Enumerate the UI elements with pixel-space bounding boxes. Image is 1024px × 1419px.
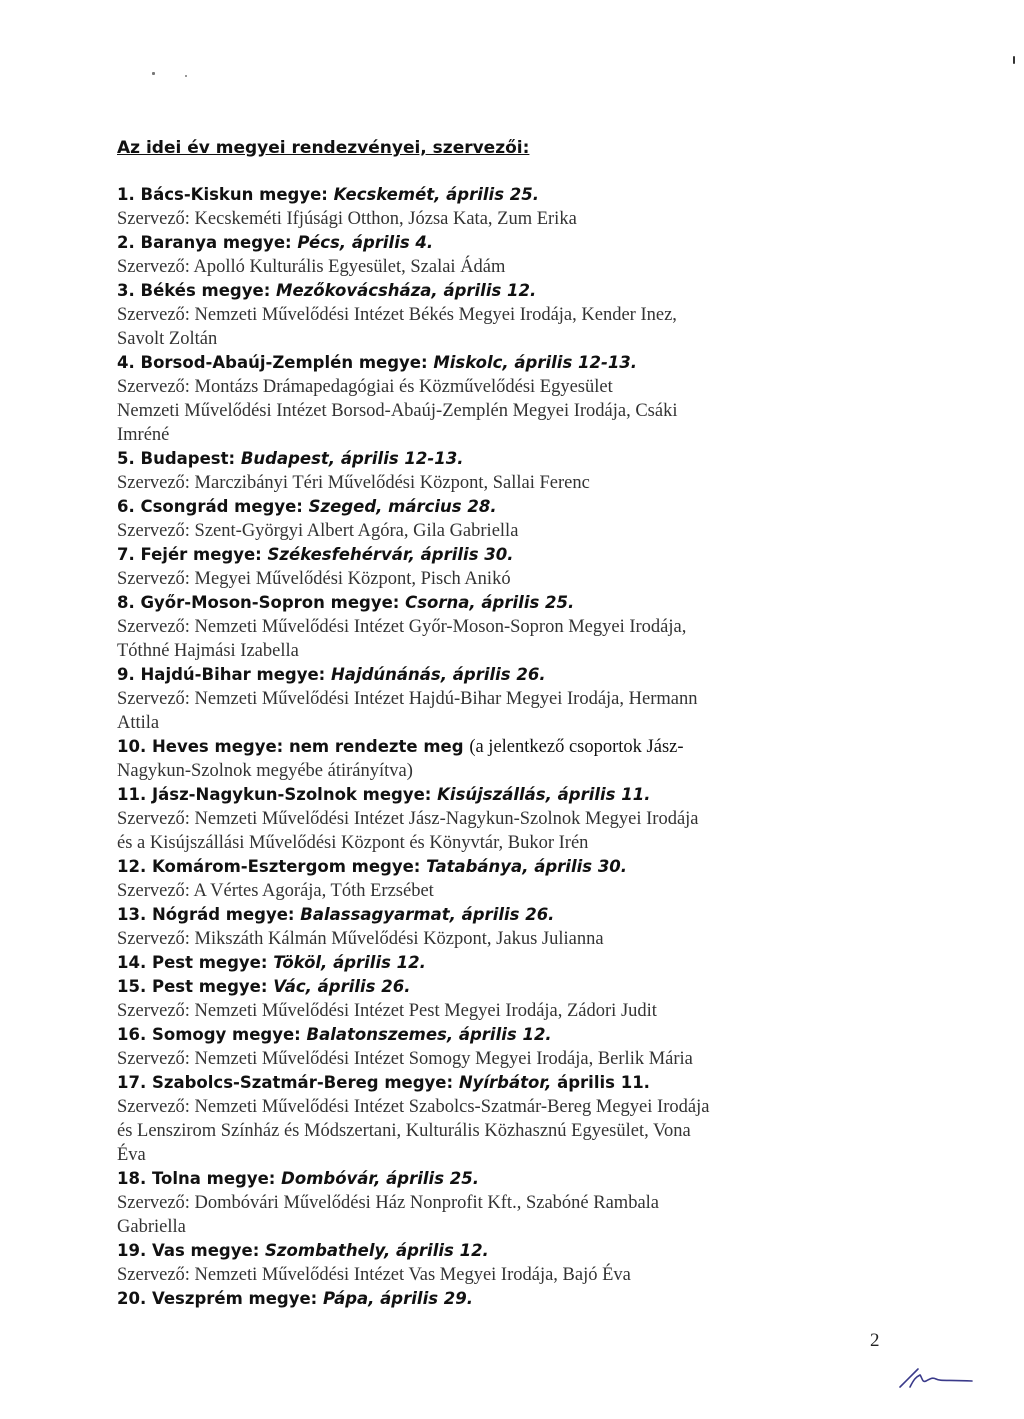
- organizer-line: Savolt Zoltán: [117, 329, 218, 349]
- event-item: [117, 495, 877, 543]
- event-organizer: [117, 1191, 877, 1239]
- event-item: [117, 1023, 877, 1071]
- event-city-date: Kisújszállás, április 11.: [437, 785, 651, 804]
- organizer-line: Szervező: Nemzeti Művelődési Intézet Jász-Nagykun-Szolnok Megyei Irodája: [117, 809, 699, 829]
- event-item: [117, 1287, 877, 1311]
- organizer-line: Szervező: Montázs Drámapedagógiai és Közművelődési Egyesület: [117, 377, 613, 397]
- organizer-line: Szervező: Kecskeméti Ifjúsági Otthon, Józsa Kata, Zum Erika: [117, 209, 577, 229]
- event-organizer: [117, 1047, 877, 1071]
- event-county: Tolna megye:: [151, 1169, 276, 1188]
- event-heading: [117, 1287, 877, 1311]
- organizer-line: Szervező: Nemzeti Művelődési Intézet Vas Megyei Irodája, Bajó Éva: [117, 1265, 631, 1285]
- organizer-line: Szervező: Nemzeti Művelődési Intézet Győr-Moson-Sopron Megyei Irodája,: [117, 617, 687, 637]
- event-number: 6.: [117, 497, 135, 516]
- event-heading: [117, 351, 877, 375]
- event-heading: [117, 975, 877, 999]
- event-item: [117, 543, 877, 591]
- event-heading: [117, 279, 877, 303]
- event-number: 10.: [117, 737, 147, 756]
- event-heading: [117, 1167, 877, 1191]
- event-heading: [117, 735, 877, 759]
- event-organizer: [117, 519, 877, 543]
- event-city-date: Vác, április 26.: [273, 977, 411, 996]
- event-county: Nógrád megye:: [151, 905, 295, 924]
- page-heading: Az idei év megyei rendezvényei, szervezői:: [117, 138, 530, 158]
- event-city-date: Tököl, április 12.: [273, 953, 426, 972]
- event-organizer: [117, 471, 877, 495]
- scan-speck: [185, 75, 187, 77]
- event-county: Vas megye:: [151, 1241, 260, 1260]
- organizer-line: Szervező: Nemzeti Művelődési Intézet Szabolcs-Szatmár-Bereg Megyei Irodája: [117, 1097, 710, 1117]
- organizer-line: Szervező: Mikszáth Kálmán Művelődési Központ, Jakus Julianna: [117, 929, 604, 949]
- organizer-line: Attila: [117, 713, 160, 733]
- event-organizer: [117, 615, 877, 663]
- event-organizer: [117, 567, 877, 591]
- event-city-date: Szombathely, április 12.: [265, 1241, 489, 1260]
- event-item: [117, 951, 877, 975]
- organizer-line: Szervező: Nemzeti Művelődési Intézet Békés Megyei Irodája, Kender Inez,: [117, 305, 677, 325]
- event-organizer: [117, 255, 877, 279]
- event-number: 11.: [117, 785, 147, 804]
- signature-mark: [896, 1367, 976, 1391]
- event-city-date: Székesfehérvár, április 30.: [267, 545, 514, 564]
- organizer-line: Szervező: Marczibányi Téri Művelődési Központ, Sallai Ferenc: [117, 473, 590, 493]
- event-number: 18.: [117, 1169, 147, 1188]
- event-number: 17.: [117, 1073, 147, 1092]
- event-county: Budapest:: [140, 449, 236, 468]
- event-item: [117, 783, 877, 855]
- event-county: Borsod-Abaúj-Zemplén megye:: [140, 353, 428, 372]
- event-county: Győr-Moson-Sopron megye:: [140, 593, 400, 612]
- event-item: [117, 855, 877, 903]
- organizer-line: Szervező: Szent-Györgyi Albert Agóra, Gila Gabriella: [117, 521, 519, 541]
- event-item: [117, 735, 877, 783]
- event-county: Komárom-Esztergom megye:: [151, 857, 421, 876]
- event-heading: [117, 1071, 877, 1095]
- event-number: 3.: [117, 281, 135, 300]
- organizer-line: Imréné: [117, 425, 170, 445]
- event-number: 1.: [117, 185, 135, 204]
- event-list: [117, 183, 877, 1311]
- event-city-date: Kecskemét, április 25.: [333, 185, 540, 204]
- event-item: [117, 1071, 877, 1167]
- organizer-line: Tóthné Hajmási Izabella: [117, 641, 299, 661]
- organizer-line: Nagykun-Szolnok megyébe átirányítva): [117, 761, 413, 781]
- event-number: 13.: [117, 905, 147, 924]
- page-number: 2: [870, 1330, 880, 1351]
- event-item: [117, 903, 877, 951]
- organizer-line: Szervező: Nemzeti Művelődési Intézet Hajdú-Bihar Megyei Irodája, Hermann: [117, 689, 698, 709]
- event-city-date: Balatonszemes, április 12.: [306, 1025, 552, 1044]
- event-organizer: [117, 879, 877, 903]
- event-heading: [117, 591, 877, 615]
- event-county: Veszprém megye:: [151, 1289, 318, 1308]
- event-organizer: [117, 759, 877, 783]
- event-organizer: [117, 927, 877, 951]
- event-organizer: [117, 1095, 877, 1167]
- organizer-line: és Lenszirom Színház és Módszertani, Kulturális Közhasznú Egyesület, Vona: [117, 1121, 691, 1141]
- event-item: [117, 591, 877, 663]
- event-organizer: [117, 207, 877, 231]
- event-number: 4.: [117, 353, 135, 372]
- scan-speck: [152, 72, 155, 75]
- event-heading: [117, 855, 877, 879]
- event-organizer: [117, 1263, 877, 1287]
- event-organizer: [117, 303, 877, 351]
- event-heading: [117, 231, 877, 255]
- event-heading: [117, 447, 877, 471]
- event-item: [117, 663, 877, 735]
- event-city-date: Mezőkovácsháza, április 12.: [276, 281, 537, 300]
- event-heading: [117, 183, 877, 207]
- event-item: [117, 1239, 877, 1287]
- scan-speck: [1013, 56, 1015, 64]
- event-county: Heves megye: nem rendezte meg: [151, 737, 464, 756]
- event-city-date: Szeged, március 28.: [308, 497, 497, 516]
- event-county: Békés megye:: [140, 281, 271, 300]
- event-heading: [117, 1023, 877, 1047]
- event-date: április 11.: [557, 1073, 650, 1092]
- event-county: Jász-Nagykun-Szolnok megye:: [151, 785, 432, 804]
- organizer-line: Szervező: Apolló Kulturális Egyesület, Szalai Ádám: [117, 257, 506, 277]
- event-county: Fejér megye:: [140, 545, 262, 564]
- event-heading: [117, 543, 877, 567]
- event-number: 7.: [117, 545, 135, 564]
- event-item: [117, 1167, 877, 1239]
- event-number: 15.: [117, 977, 147, 996]
- organizer-line: Szervező: Nemzeti Művelődési Intézet Pest Megyei Irodája, Zádori Judit: [117, 1001, 657, 1021]
- event-county: Hajdú-Bihar megye:: [140, 665, 326, 684]
- event-item: [117, 231, 877, 279]
- event-item: [117, 975, 877, 1023]
- event-note: (a jelentkező csoportok Jász-: [469, 737, 684, 757]
- event-heading: [117, 783, 877, 807]
- organizer-line: Szervező: Dombóvári Művelődési Ház Nonprofit Kft., Szabóné Rambala: [117, 1193, 660, 1213]
- event-county: Pest megye:: [151, 977, 268, 996]
- event-city-date: Miskolc, április 12-13.: [433, 353, 638, 372]
- event-city-date: Tatabánya, április 30.: [426, 857, 628, 876]
- event-heading: [117, 663, 877, 687]
- event-item: [117, 351, 877, 447]
- event-number: 8.: [117, 593, 135, 612]
- event-county: Bács-Kiskun megye:: [140, 185, 328, 204]
- event-organizer: [117, 999, 877, 1023]
- event-city-date: Balassagyarmat, április 26.: [300, 905, 555, 924]
- event-city-date: Dombóvár, április 25.: [281, 1169, 479, 1188]
- event-county: Baranya megye:: [140, 233, 292, 252]
- organizer-line: Éva: [117, 1145, 146, 1165]
- event-city-date: Csorna, április 25.: [405, 593, 575, 612]
- event-county: Somogy megye:: [151, 1025, 301, 1044]
- event-organizer: [117, 807, 877, 855]
- event-heading: [117, 1239, 877, 1263]
- organizer-line: Szervező: Nemzeti Művelődési Intézet Somogy Megyei Irodája, Berlik Mária: [117, 1049, 693, 1069]
- event-number: 16.: [117, 1025, 147, 1044]
- organizer-line: Szervező: Megyei Művelődési Központ, Pisch Anikó: [117, 569, 511, 589]
- event-number: 5.: [117, 449, 135, 468]
- organizer-line: Szervező: A Vértes Agorája, Tóth Erzsébet: [117, 881, 434, 901]
- event-heading: [117, 951, 877, 975]
- event-number: 14.: [117, 953, 147, 972]
- event-organizer: [117, 687, 877, 735]
- event-item: [117, 447, 877, 495]
- event-city-date: Nyírbátor,: [458, 1073, 552, 1092]
- event-heading: [117, 903, 877, 927]
- event-county: Csongrád megye:: [140, 497, 303, 516]
- event-county: Szabolcs-Szatmár-Bereg megye:: [151, 1073, 454, 1092]
- event-number: 12.: [117, 857, 147, 876]
- event-item: [117, 183, 877, 231]
- organizer-line: Nemzeti Művelődési Intézet Borsod-Abaúj-Zemplén Megyei Irodája, Csáki: [117, 401, 678, 421]
- event-organizer: [117, 375, 877, 447]
- event-number: 19.: [117, 1241, 147, 1260]
- event-county: Pest megye:: [151, 953, 268, 972]
- event-number: 9.: [117, 665, 135, 684]
- event-heading: [117, 495, 877, 519]
- organizer-line: Gabriella: [117, 1217, 186, 1237]
- event-number: 20.: [117, 1289, 147, 1308]
- organizer-line: és a Kisújszállási Művelődési Központ és Könyvtár, Bukor Irén: [117, 833, 589, 853]
- event-city-date: Pécs, április 4.: [297, 233, 434, 252]
- event-number: 2.: [117, 233, 135, 252]
- event-city-date: Budapest, április 12-13.: [240, 449, 464, 468]
- event-item: [117, 279, 877, 351]
- event-city-date: Hajdúnánás, április 26.: [331, 665, 546, 684]
- event-city-date: Pápa, április 29.: [323, 1289, 474, 1308]
